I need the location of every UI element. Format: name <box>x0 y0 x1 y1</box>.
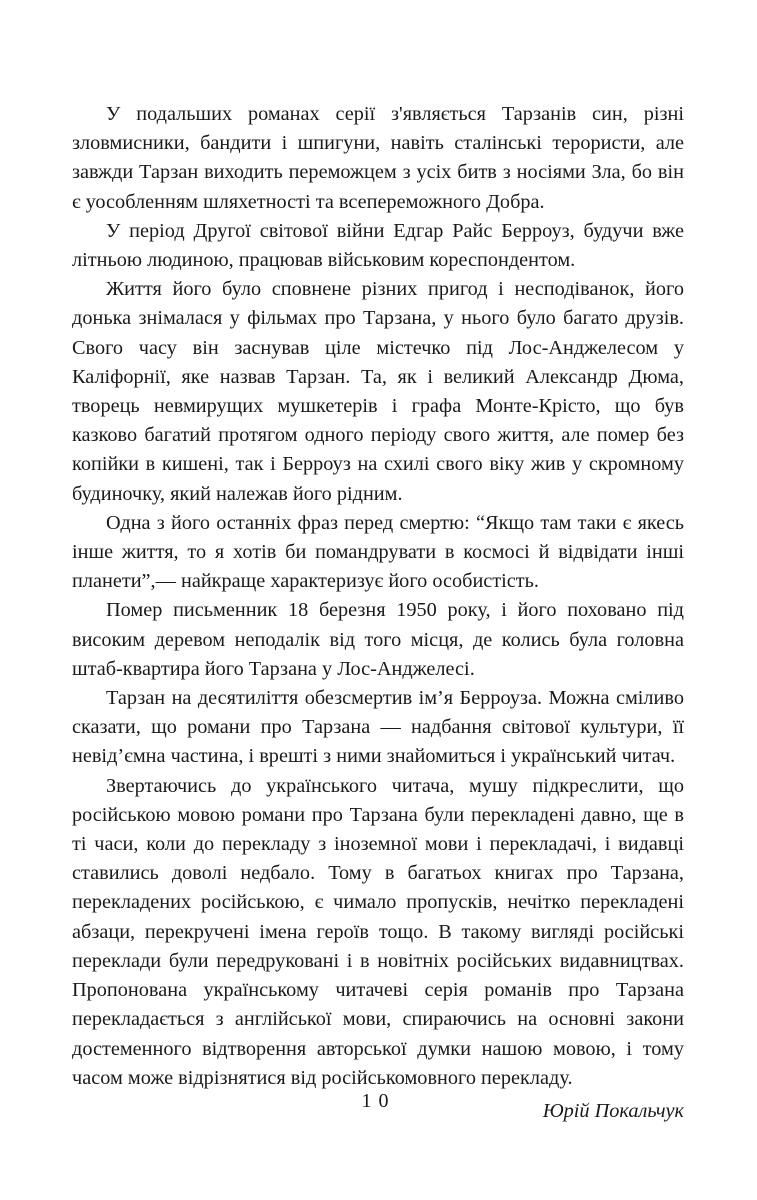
paragraph-death: Помер письменник 18 березня 1950 року, і його поховано під високим деревом неподалік від того місця, де колись була головна штаб-квартира його Тарзана у Лос-Анджелесі. <box>72 599 684 680</box>
paragraph-legacy: Тарзан на десятиліття обезсмертив ім’я Берроуза. Можна сміливо сказати, що романи про Тарзана — надбання світової культури, її невід’ємна частина, і врешті з ними знайомиться і український читач. <box>72 687 684 768</box>
paragraph-translation: Звертаючись до українського читача, мушу підкреслити, що російською мовою романи про Тарзана були перекладені давно, ще в ті часи, коли до перекладу з іноземної мови і перекладачі, і видавці ставились доволі недбало. Тому в багатьох книгах про Тарзана, перекладених російською, є чимало пропусків, нечітко перекладені абзаци, перекручені імена героїв тощо. В такому вигляді російські переклади були передруковані і в новітніх російських видавництвах. Пропонована українському читачеві серія романів про Тарзана перекладається з англійської мови, спираючись на основні закони достеменного відтворення авторської думки нашою мовою, і тому часом може відрізнятися від російськомовного перекладу. <box>72 774 684 1089</box>
paragraph-last-words: Одна з його останніх фраз перед смертю: “Якщо там таки є якесь інше життя, то я хотів би помандрувати в космосі й відвідати інші планети”,— найкраще характеризує його особистість. <box>72 511 684 593</box>
paragraph-war-correspondent: У період Другої світової війни Едгар Райс Берроуз, будучи вже літньою людиною, працював військовим кореспондентом. <box>72 219 684 272</box>
author-signature: Юрій Покальчук <box>542 1099 684 1122</box>
body-text <box>72 100 684 1126</box>
paragraph-life: Життя його було сповнене різних пригод і несподіванок, його донька знімалася у фільмах про Тарзана, у нього було багато друзів. Свого часу він заснував ціле містечко під Лос-Анджелесом у Каліфорнії, яке назвав Тарзан. Та, як і великий Александр Дюма, творець невмирущих мушкетерів і графа Монте-Крісто, що був казково багатий протягом одного періоду свого життя, але помер без копійки в кишені, так і Берроуз на схилі свого віку жив у скромному будиночку, який належав його рідним. <box>72 278 684 505</box>
paragraph-sequels: У подальших романах серії з'являється Тарзанів син, різні зловмисники, бандити і шпигуни, навіть сталінські терористи, але завжди Тарзан виходить переможцем з усіх битв з носіями Зла, бо він є уособленням шляхетності та всепереможного Добра. <box>72 103 684 213</box>
page-number: 10 <box>361 1090 396 1112</box>
